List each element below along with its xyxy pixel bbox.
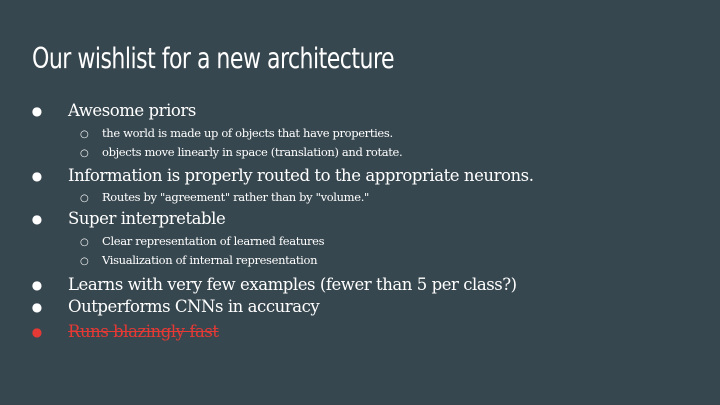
bullet-dot-icon: ●: [31, 169, 43, 183]
bullet-text: Learns with very few examples (fewer than 5 per class?): [68, 275, 517, 294]
sub-bullet-item: [80, 190, 369, 206]
slide-title: Our wishlist for a new architecture: [32, 42, 395, 75]
sub-bullet-item: [80, 253, 317, 269]
sub-bullet-text: objects move linearly in space (translation) and rotate.: [102, 145, 403, 159]
bullet-item: [30, 166, 534, 186]
bullet-dot-icon: ●: [31, 212, 43, 226]
bullet-circle-icon: ○: [80, 148, 89, 159]
bullet-dot-icon: ●: [31, 325, 43, 339]
bullet-item: [30, 209, 225, 229]
bullet-circle-icon: ○: [80, 193, 89, 204]
sub-bullet-text: Routes by "agreement" rather than by "volume.": [102, 190, 369, 204]
bullet-text: Outperforms CNNs in accuracy: [68, 297, 320, 316]
bullet-item: [30, 275, 517, 295]
bullet-item-highlighted: [30, 322, 219, 342]
bullet-dot-icon: ●: [31, 104, 43, 118]
bullet-dot-icon: ●: [31, 300, 43, 314]
bullet-text: Awesome priors: [68, 101, 196, 120]
sub-bullet-text: Visualization of internal representation: [102, 253, 318, 267]
sub-bullet-text: the world is made up of objects that have properties.: [102, 126, 393, 140]
sub-bullet-text: Clear representation of learned features: [102, 234, 325, 248]
sub-bullet-item: [80, 145, 402, 161]
bullet-text: Super interpretable: [68, 209, 226, 228]
bullet-circle-icon: ○: [80, 256, 89, 267]
bullet-item: [30, 101, 196, 121]
bullet-dot-icon: ●: [31, 278, 43, 292]
sub-bullet-item: [80, 126, 393, 142]
bullet-circle-icon: ○: [80, 129, 89, 140]
sub-bullet-item: [80, 234, 324, 250]
bullet-text: Runs blazingly fast: [68, 322, 219, 341]
bullet-circle-icon: ○: [80, 237, 89, 248]
bullet-item: [30, 297, 319, 317]
bullet-text: Information is properly routed to the appropriate neurons.: [68, 166, 534, 185]
